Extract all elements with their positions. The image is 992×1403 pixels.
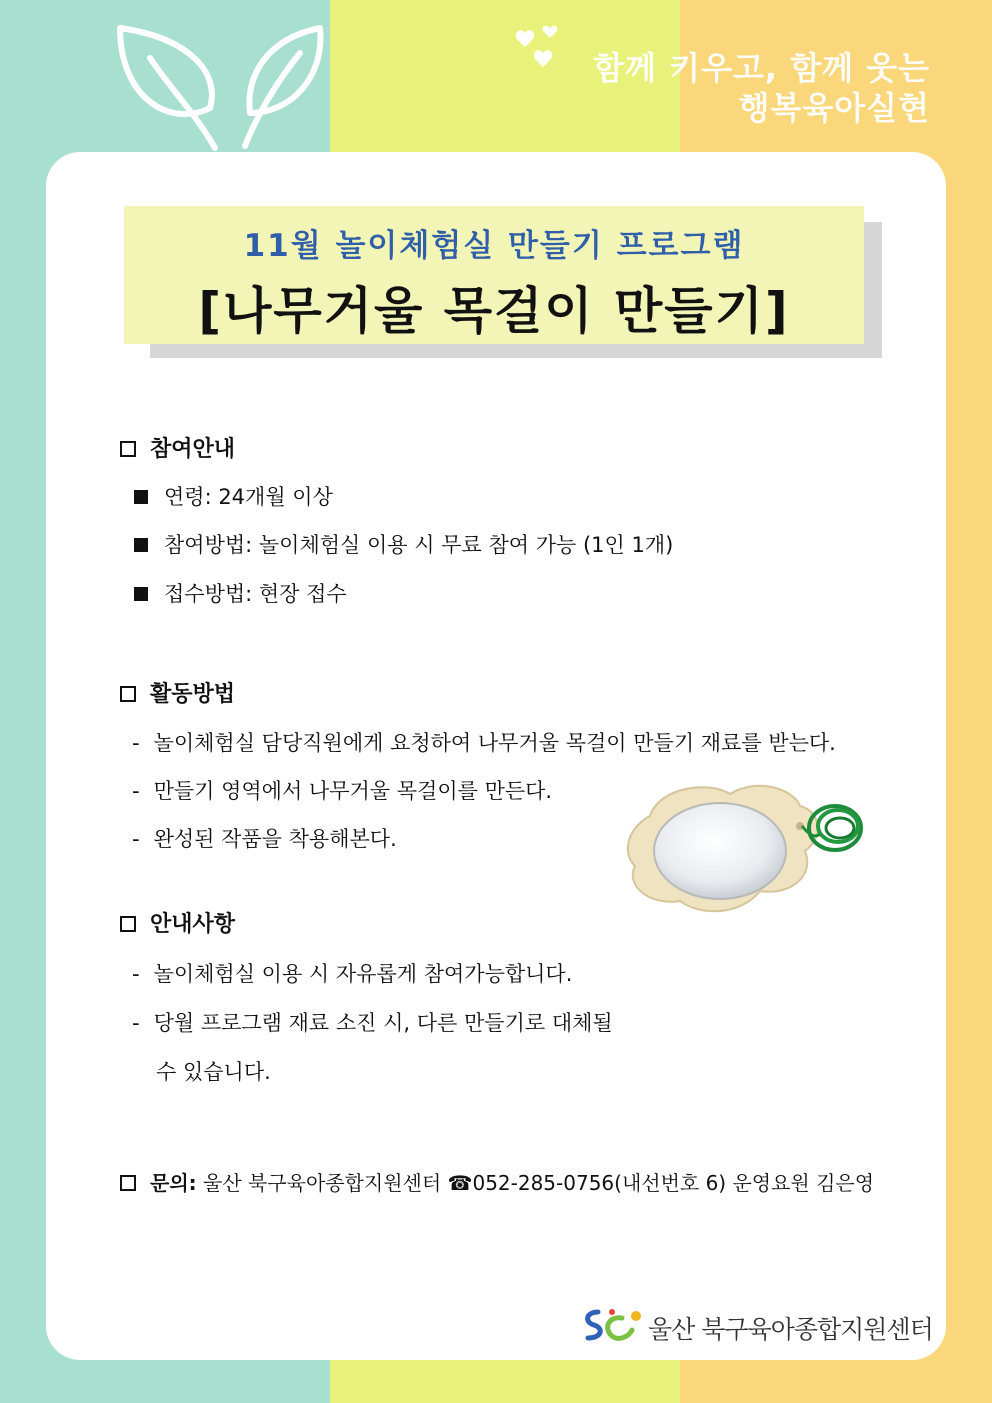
contact-info xyxy=(120,1167,874,1196)
section-heading-activity: 활동방법 xyxy=(120,677,235,708)
section-heading-notice: 안내사항 xyxy=(120,907,235,938)
list-item: 접수방법: 현장 접수 xyxy=(134,578,347,608)
title-box xyxy=(124,206,864,344)
checkbox-square-icon xyxy=(120,686,136,702)
hearts-icon xyxy=(510,24,572,74)
checkbox-square-icon xyxy=(120,916,136,932)
program-title: [나무거울 목걸이 만들기] xyxy=(198,282,790,340)
list-item: 참여방법: 놀이체험실 이용 시 무료 참여 가능 (1인 1개) xyxy=(134,529,673,559)
organization-logo xyxy=(582,1306,933,1350)
list-item: - 놀이체험실 담당직원에게 요청하여 나무거울 목걸이 만들기 재료를 받는다. xyxy=(132,731,836,755)
contact-label: 문의: xyxy=(150,1171,197,1195)
list-item: - 완성된 작품을 착용해본다. xyxy=(132,827,397,851)
leaf-icon xyxy=(110,18,340,158)
list-item: - 놀이체험실 이용 시 자유롭게 참여가능합니다. xyxy=(132,962,573,986)
wooden-mirror-necklace-image xyxy=(620,776,872,926)
slogan-line-1: 함께 키우고, 함께 웃는 xyxy=(593,49,930,87)
checkbox-square-icon xyxy=(120,441,136,457)
list-item: 연령: 24개월 이상 xyxy=(134,481,333,511)
organization-name: 울산 북구육아종합지원센터 xyxy=(648,1315,933,1344)
bullet-square-icon xyxy=(134,490,148,504)
contact-text: 울산 북구육아종합지원센터 ☎052-285-0756(내선번호 6) 운영요원 김은영 xyxy=(203,1171,875,1195)
section-heading-participation: 참여안내 xyxy=(120,432,235,463)
checkbox-square-icon xyxy=(120,1175,136,1191)
program-subtitle: 11월 놀이체험실 만들기 프로그램 xyxy=(243,228,745,264)
slogan xyxy=(593,48,930,128)
list-item: - 만들기 영역에서 나무거울 목걸이를 만든다. xyxy=(132,779,553,803)
bullet-square-icon xyxy=(134,538,148,552)
bullet-square-icon xyxy=(134,587,148,601)
list-item: - 당월 프로그램 재료 소진 시, 다른 만들기로 대체될 xyxy=(132,1011,613,1035)
slogan-line-2: 행복육아실현 xyxy=(738,89,930,127)
organization-logo-icon xyxy=(582,1306,644,1346)
list-item-continuation: 수 있습니다. xyxy=(156,1060,271,1084)
